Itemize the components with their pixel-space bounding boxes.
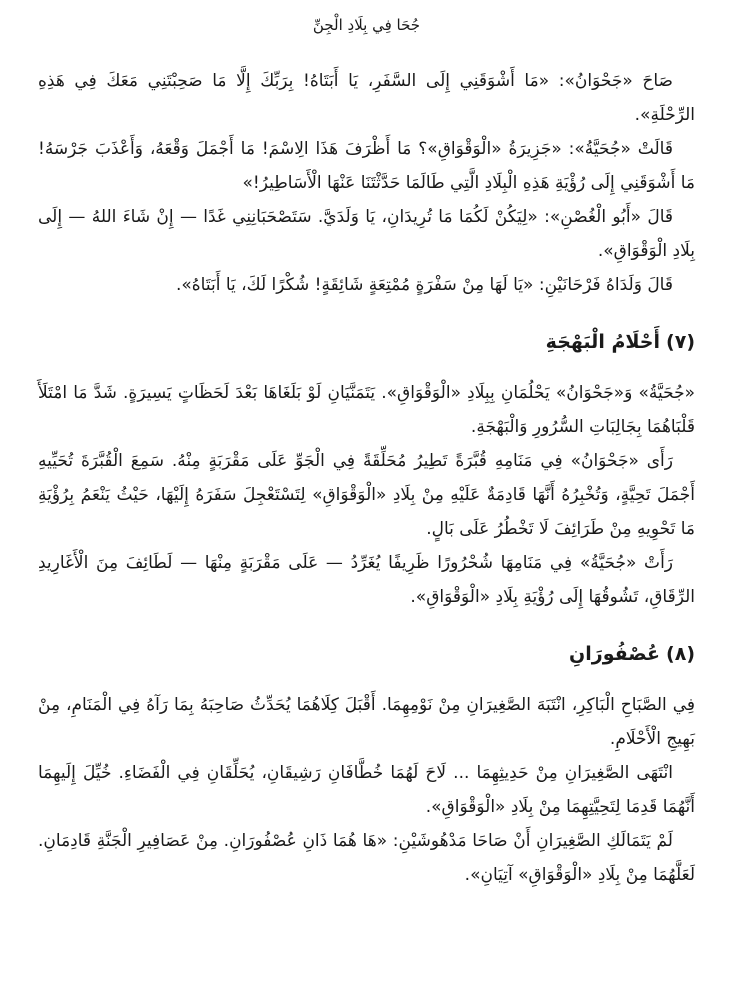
section-8-paragraph-3: لَمْ يَتَمَالَكِ الصَّغِيرَانِ أَنْ صَاحَا مَدْهُوشَيْنِ: «هَا هُمَا ذَانِ عُصْفُورَانِ. مِنْ عَصَافِيرِ الْجَنَّةِ قَادِمَانِ. لَعَلَّهُمَا مِنْ بِلَادِ «الْوَقْوَاقِ» آتِيَانِ». [38,831,695,885]
section-8-heading [38,636,695,672]
section-number: (٨) [666,643,695,665]
running-header: جُحَا فِي بِلَادِ الْجِنِّ [312,16,421,34]
section-title: عُصْفُورَانِ [569,643,661,665]
section-number: (٧) [666,331,695,353]
intro-paragraph-3: قَالَ «أَبُو الْغُصْنِ»: «لِيَكُنْ لَكُمَا مَا تُرِيدَانِ، يَا وَلَدَيَّ. سَتَصْحَبَانِنِي غَدًا — إِنْ شَاءَ اللهُ — إِلَى بِلَادِ الْوَقْوَاقِ». [38,207,695,261]
intro-paragraph-2: قَالَتْ «جُحَيَّةُ»: «جَزِيرَةُ «الْوَقْوَاقِ»؟ مَا أَظْرَفَ هَذَا الِاسْمَ! مَا أَجْمَلَ وَقْعَهُ، وَأَعْذَبَ جَرْسَهُ! مَا أَشْوَقَنِي إِلَى رُؤْيَةِ هَذِهِ الْبِلَادِ الَّتِي طَالَمَا حَدَّثْتَنَا عَنْهَا الْأَسَاطِيرُ!» [38,139,695,193]
intro-paragraph-1: صَاحَ «جَحْوَانُ»: «مَا أَشْوَقَنِي إِلَى السَّفَرِ، يَا أَبَتَاهُ! بِرَبِّكَ إِلَّا مَا صَحِبْتَنِي مَعَكَ فِي هَذِهِ الرِّحْلَةِ». [38,71,695,125]
section-8-paragraph-1: فِي الصَّبَاحِ الْبَاكِرِ، انْتَبَهَ الصَّغِيرَانِ مِنْ نَوْمِهِمَا. أَقْبَلَ كِلَاهُمَا يُحَدِّثُ صَاحِبَهُ بِمَا رَآهُ فِي الْمَنَامِ، مِنْ بَهِيجِ الْأَحْلَامِ. [38,695,695,749]
section-7-heading [38,324,695,360]
section-title: أَحْلَامُ الْبَهْجَةِ [545,331,661,353]
section-7-paragraph-1: «جُحَيَّةُ» وَ«جَحْوَانُ» يَحْلُمَانِ بِبِلَادِ «الْوَقْوَاقِ». يَتَمَنَّيَانِ لَوْ بَلَغَاهَا بَعْدَ لَحَظَاتٍ يَسِيرَةٍ. شَدَّ مَا امْتَلَأَ قَلْبَاهُمَا بِجَالِبَاتِ السُّرُورِ وَالْبَهْجَةِ. [38,383,695,437]
section-8-paragraph-2: انْتَهَى الصَّغِيرَانِ مِنْ حَدِيثِهِمَا ... لَاحَ لَهُمَا خُطَّافَانِ رَشِيقَانِ، يُحَلِّقَانِ فِي الْفَضَاءِ. خُيِّلَ إِلَيهِمَا أَنَّهُمَا قَدِمَا لِتَحِيَّتِهِمَا مِنْ بِلَادِ «الْوَقْوَاقِ». [38,763,695,817]
intro-paragraph-4: قَالَ وَلَدَاهُ فَرْحَانَيْنِ: «يَا لَهَا مِنْ سَفْرَةٍ مُمْتِعَةٍ شَائِقَةٍ! شُكْرًا لَكَ، يَا أَبَتَاهُ». [175,275,673,295]
section-7-paragraph-2: رَأَى «جَحْوَانُ» فِي مَنَامِهِ قُبَّرَةً تَطِيرُ مُحَلِّقَةً فِي الْجَوِّ عَلَى مَقْرَبَةٍ مِنْهُ. سَمِعَ الْقُبَّرَةَ تُحَيِّيهِ أَجْمَلَ تَحِيَّةٍ، وَتُخْبِرُهُ أَنَّهَا قَادِمَةٌ عَلَيْهِ مِنْ بِلَادِ «الْوَقْوَاقِ» لِتَسْتَعْجِلَ سَفَرَهُ إِلَيْهَا، حَيْثُ يَنْعَمُ بِرُؤْيَةِ مَا تَحْوِيهِ مِنْ طَرَائِفَ لَا تَخْطُرُ عَلَى بَالٍ. [38,451,695,539]
section-7-paragraph-3: رَأَتْ «جُحَيَّةُ» فِي مَنَامِهَا شُحْرُورًا ظَرِيفًا يُغَرِّدُ — عَلَى مَقْرَبَةٍ مِنْهَا — لَطَائِفَ مِنَ الْأَغَارِيدِ الرِّقَاقِ، تَشُوقُهَا إِلَى رُؤْيَةِ بِلَادِ «الْوَقْوَاقِ». [38,553,695,607]
